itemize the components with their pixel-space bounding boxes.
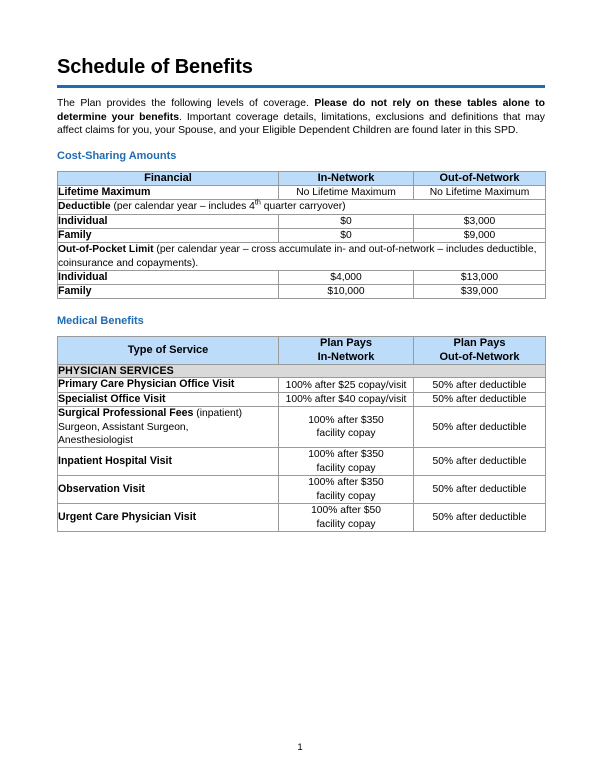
table-row — [58, 476, 546, 504]
intro-paragraph — [57, 97, 545, 138]
group-band-physician-services: PHYSICIAN SERVICES — [58, 365, 546, 378]
service-surgical-professional-fees — [58, 407, 279, 448]
service-surgical-line3: Anesthesiologist — [58, 435, 133, 447]
table-row — [58, 285, 546, 299]
column-header-in-network: In-Network — [279, 171, 414, 186]
table-row — [58, 392, 546, 406]
table-row-deductible-note — [58, 200, 546, 215]
title-divider — [57, 85, 545, 88]
cell-inpatient-out-of-network: 50% after deductible — [414, 448, 546, 476]
table-row-group-band — [58, 365, 546, 378]
intro-text-part1: The Plan provides the following levels of coverage. — [57, 98, 315, 109]
row-label-lifetime-maximum: Lifetime Maximum — [58, 186, 279, 200]
service-surgical-line2: Surgeon, Assistant Surgeon, — [58, 421, 189, 433]
column-header-plan-pays-in-network — [279, 337, 414, 365]
cell-specialist-out-of-network: 50% after deductible — [414, 392, 546, 406]
cell-lifetime-maximum-out-of-network: No Lifetime Maximum — [414, 186, 546, 200]
table-header-row — [58, 337, 546, 365]
column-header-financial: Financial — [58, 171, 279, 186]
column-header-out-of-network: Out-of-Network — [414, 171, 546, 186]
deductible-note-bold: Deductible — [58, 201, 111, 213]
cell-oop-individual-in-network: $4,000 — [279, 271, 414, 285]
row-label-oop-family: Family — [58, 285, 279, 299]
cell-urgent-care-in-network-line2: facility copay — [316, 518, 376, 530]
service-surgical-title: Surgical Professional Fees — [58, 407, 194, 420]
service-inpatient-hospital-visit: Inpatient Hospital Visit — [58, 448, 279, 476]
cell-inpatient-in-network — [279, 448, 414, 476]
cell-observation-in-network-line2: facility copay — [316, 490, 376, 502]
deductible-note-rest-a: (per calendar year – includes 4 — [110, 201, 255, 213]
service-primary-care-physician-office-visit: Primary Care Physician Office Visit — [58, 378, 279, 392]
column-header-line2: Out-of-Network — [439, 350, 520, 363]
cell-oop-family-in-network: $10,000 — [279, 285, 414, 299]
table-row — [58, 271, 546, 285]
intro-text-part2: . Important coverage details, limitations, exclusions and definitions that may affect claims for you, your Spouse, and your Eligible Dependent Children are found later in this SPD. — [57, 111, 546, 137]
table-row-out-of-pocket-note — [58, 243, 546, 271]
service-observation-visit: Observation Visit — [58, 476, 279, 504]
deductible-note-superscript: th — [254, 198, 261, 208]
intro-text-bold: Please do not rely on these tables alone to determine your benefits — [57, 98, 545, 123]
cell-inpatient-in-network-line2: facility copay — [316, 462, 376, 474]
table-row — [58, 448, 546, 476]
cell-urgent-care-out-of-network: 50% after deductible — [414, 504, 546, 532]
cell-urgent-care-in-network-line1: 100% after $50 — [311, 505, 381, 517]
cell-surgical-in-network-line1: 100% after $350 — [308, 414, 384, 426]
cell-surgical-in-network-line2: facility copay — [316, 428, 376, 440]
column-header-line2: In-Network — [317, 350, 375, 363]
cell-deductible-individual-out-of-network: $3,000 — [414, 215, 546, 229]
out-of-pocket-note-rest: (per calendar year – cross accumulate in- and out-of-network – includes deductible, coinsurance and copayments). — [58, 244, 537, 269]
cell-inpatient-in-network-line1: 100% after $350 — [308, 449, 384, 461]
cell-observation-in-network-line1: 100% after $350 — [308, 477, 384, 489]
cell-surgical-in-network — [279, 407, 414, 448]
cell-observation-in-network — [279, 476, 414, 504]
row-label-oop-individual: Individual — [58, 271, 279, 285]
cell-deductible-individual-in-network: $0 — [279, 215, 414, 229]
page-content — [57, 56, 545, 532]
cell-deductible-family-out-of-network: $9,000 — [414, 229, 546, 243]
cell-lifetime-maximum-in-network: No Lifetime Maximum — [279, 186, 414, 200]
page-title: Schedule of Benefits — [57, 56, 253, 78]
medical-benefits-table — [57, 336, 546, 531]
table-row — [58, 229, 546, 243]
service-specialist-office-visit: Specialist Office Visit — [58, 392, 279, 406]
column-header-line1: Plan Pays — [453, 337, 506, 350]
column-header-plan-pays-out-of-network — [414, 337, 546, 365]
service-surgical-suffix: (inpatient) — [193, 408, 243, 420]
column-header-line1: Plan Pays — [320, 337, 372, 350]
deductible-note-rest-b: quarter carryover) — [260, 201, 346, 213]
cell-oop-individual-out-of-network: $13,000 — [414, 271, 546, 285]
page-number: 1 — [297, 742, 303, 753]
cell-urgent-care-in-network — [279, 504, 414, 532]
cell-deductible-family-in-network: $0 — [279, 229, 414, 243]
cell-primary-care-in-network: 100% after $25 copay/visit — [279, 378, 414, 392]
table-row — [58, 504, 546, 532]
row-label-deductible-family: Family — [58, 229, 279, 243]
deductible-note — [58, 200, 546, 215]
out-of-pocket-note-bold: Out-of-Pocket Limit — [58, 244, 154, 256]
cell-primary-care-out-of-network: 50% after deductible — [414, 378, 546, 392]
table-row — [58, 186, 546, 200]
service-urgent-care-physician-visit: Urgent Care Physician Visit — [58, 504, 279, 532]
out-of-pocket-note — [58, 243, 546, 271]
section-heading-cost-sharing: Cost-Sharing Amounts — [57, 149, 177, 162]
table-row — [58, 407, 546, 448]
cell-specialist-in-network: 100% after $40 copay/visit — [279, 392, 414, 406]
row-label-deductible-individual: Individual — [58, 215, 279, 229]
table-row — [58, 378, 546, 392]
column-header-type-of-service: Type of Service — [58, 337, 279, 365]
section-heading-medical-benefits: Medical Benefits — [57, 315, 144, 328]
cell-surgical-out-of-network: 50% after deductible — [414, 407, 546, 448]
cell-oop-family-out-of-network: $39,000 — [414, 285, 546, 299]
cost-sharing-table — [57, 171, 546, 299]
table-row — [58, 215, 546, 229]
cell-observation-out-of-network: 50% after deductible — [414, 476, 546, 504]
table-header-row — [58, 171, 546, 186]
